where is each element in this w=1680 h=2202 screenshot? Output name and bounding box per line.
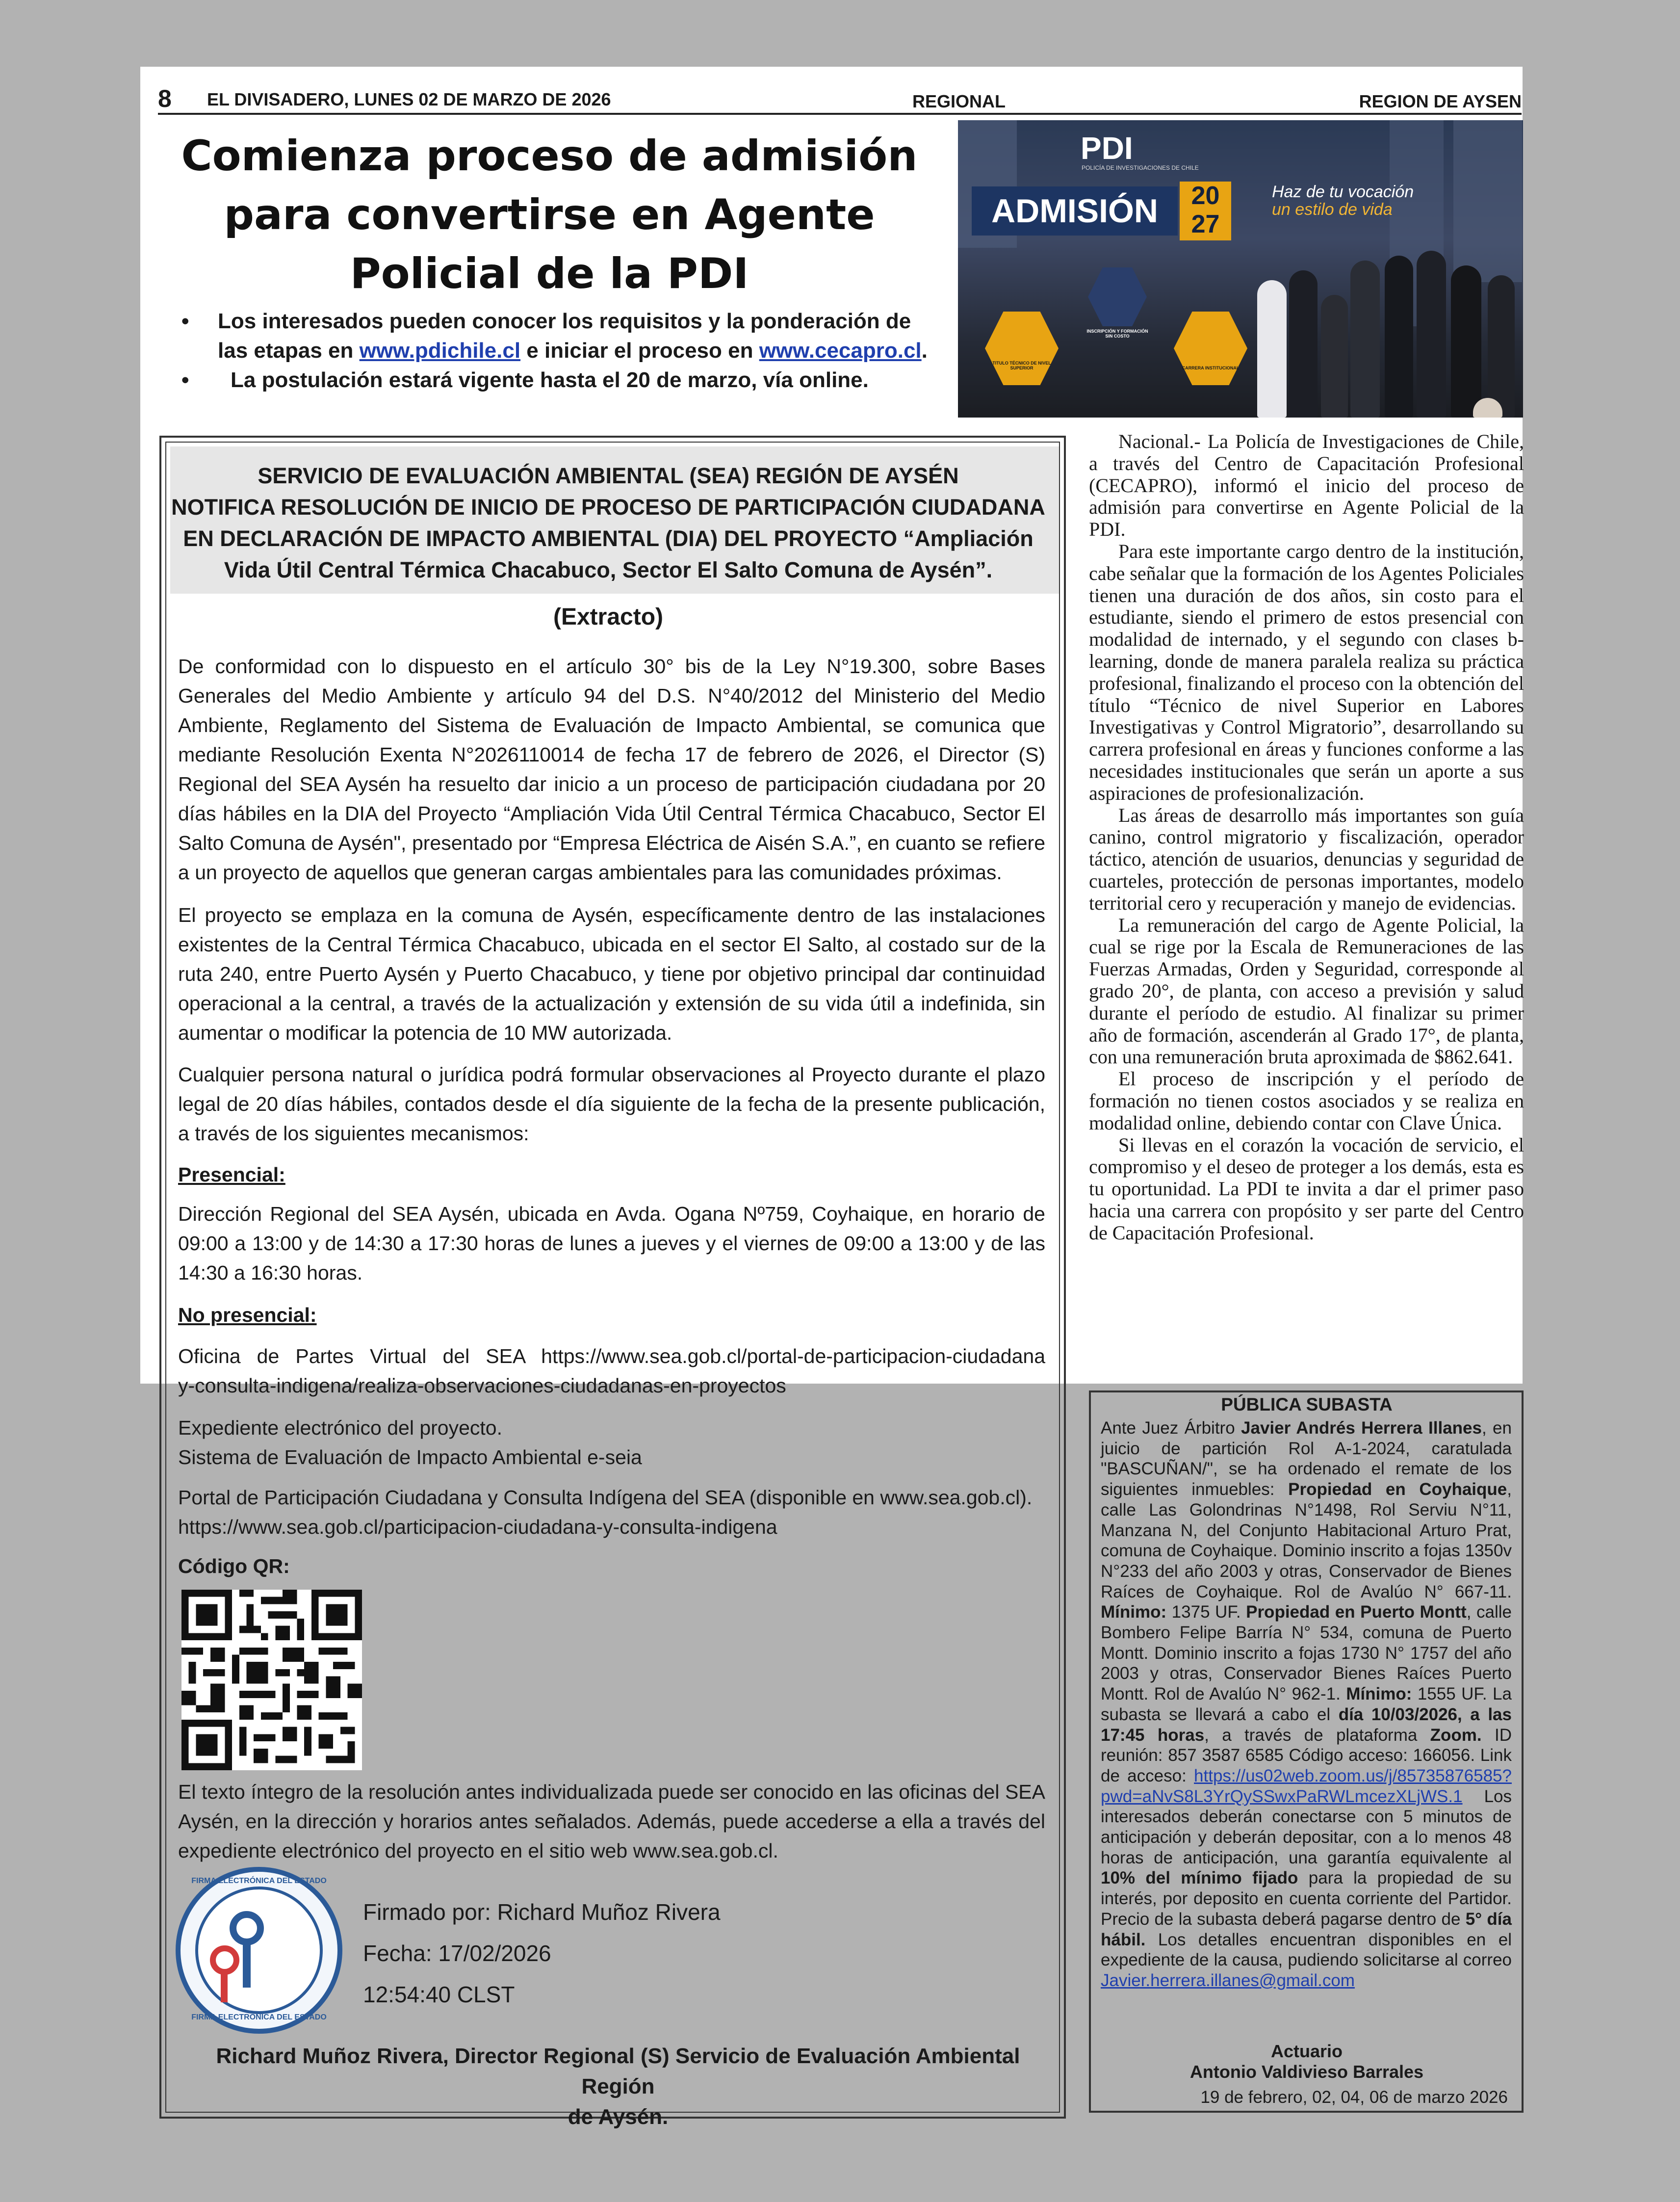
bullet-text: . (921, 339, 928, 363)
subasta-body: Ante Juez Árbitro Javier Andrés Herrera Illanes, en juicio de partición Rol A-1-2024, caratulada "BASCUÑAN/", se ha ordenado el remate de los siguientes inmuebles: Propiedad en Coyhaique, calle Las Golondrinas N°1498, Rol Serviu N°11, Manzana N, del Conjunto Habitacional Arturo Prat, comuna de Coyhaique. Dominio inscrito a fojas 1350v N°233 del año 2003 y otras, Conservador de Bienes Raíces de Coyhaique. Rol de Avalúo N° 667-11. Mínimo: 1375 UF. Propiedad en Puerto Montt, calle Bombero Felipe Barría N° 534, comuna de Puerto Montt. Dominio inscrito a fojas 1730 N° 1757 del año 2003 y otras, Conservador Bienes Raíces Puerto Montt. Rol de Avalúo N° 962-1. Mínimo: 1555 UF. La subasta se llevará a cabo el día 10/03/2026, a las 17:45 horas, a través de plataforma Zoom. ID reunión: 857 3587 6585 Código acceso: 166056. Link de acceso: https://us02web.zoom.us/j/85735876585?pwd=aNvS8L3YrQySSwxPaRWLmcezXLjWS.1 Los interesados deberán conectarse con 5 minutos de anticipación y deberán depositar, con a lo menos 48 horas de anticipación, una garantía equivalente al 10% del mínimo fijado para la propiedad de su interés, por deposito en cuenta corriente del Partidor. Precio de la subasta deberá pagarse dentro de 5° día hábil. Los detalles encuentran disponibles en el expediente de la causa, pudiendo solicitarse al correo Javier.herrera.illanes@gmail.com (1101, 1418, 1512, 1990)
qr-code[interactable] (181, 1590, 362, 1770)
np-expediente-line: Expediente electrónico del proyecto. (178, 1416, 502, 1439)
page-number: 8 (158, 85, 172, 112)
headline-line: Policial de la PDI (350, 249, 749, 298)
article-bullets (177, 307, 942, 395)
np-oficina-partes (178, 1341, 1045, 1400)
firma-electronica-seal (176, 1867, 342, 2034)
article-headline (162, 127, 937, 303)
no-presencial-label: No presencial: (178, 1304, 317, 1326)
article-paragraph: Las áreas de desarrollo más importantes son guía canino, control migratorio y fiscalización, operador táctico, atención de usuarios, denuncias y seguridad de cuarteles, protección de personas importantes, modelo territorial cero y recuperación y manejo de evidencias. (1089, 804, 1524, 914)
subasta-dates: 19 de febrero, 02, 04, 06 de marzo 2026 (1200, 2088, 1508, 2107)
presencial-text: Dirección Regional del SEA Aysén, ubicada en Avda. Ogana Nº759, Coyhaique, en horario de 09:00 a 13:00 y de 14:30 a 17:30 horas de lunes a jueves y el viernes de 09:00 a 13:00 y de las 14:30 a 16:30 horas. (178, 1203, 1045, 1284)
sea-title-line: EN DECLARACIÓN DE IMPACTO AMBIENTAL (DIA) DEL PROYECTO “Ampliación (183, 526, 1034, 551)
extracto-label: (Extracto) (553, 604, 664, 630)
seal-text: FIRMA ELECTRÓNICA DEL ESTADO (191, 1877, 327, 1885)
email-link[interactable]: Javier.herrera.illanes@gmail.com (1101, 1970, 1355, 1990)
pdi-admission-photo (958, 120, 1523, 418)
article-paragraph: El proceso de inscripción y el período de formación no tienen costos asociados y se realiza en modalidad online, debiendo contar con Clave Única. (1089, 1068, 1524, 1134)
officers-group (1252, 233, 1522, 418)
seal-text: FIRMA ELECTRÓNICA DEL ESTADO (191, 2013, 327, 2021)
sign-time: 12:54:40 CLST (363, 1982, 515, 2007)
zoom-link[interactable]: https://us02web.zoom.us/j/85735876585?pwd=aNvS8L3YrQySSwxPaRWLmcezXLjWS.1 (1101, 1766, 1512, 1806)
subasta-title: PÚBLICA SUBASTA (1221, 1394, 1393, 1415)
sea-final-paragraph: El texto íntegro de la resolución antes individualizada puede ser conocido en las oficinas del SEA Aysén, en la dirección y horarios antes señalados. Además, puede accederse a ella a través del expediente electrónico del proyecto en el sitio web www.sea.gob.cl. (178, 1781, 1045, 1862)
headline-line: para convertirse en Agente (224, 190, 875, 239)
pdi-logo: PDI (1081, 131, 1133, 166)
article-paragraph: La remuneración del cargo de Agente Policial, la cual se rige por la Escala de Remuneraciones de las Fuerzas Armadas, Orden y Seguridad, corresponde al grado 20°, de planta, con acceso a previsión y salud durante el período de estudio. Al finalizar su primer año de formación, ascenderán al Grado 17°, de planta, con una remuneración bruta aproximada de $862.641. (1089, 914, 1524, 1068)
badge-no-cost-label: INSCRIPCIÓN Y FORMACIÓN SIN COSTO (1086, 329, 1148, 339)
badge-technical-title-label: TITULO TÉCNICO DE NIVEL SUPERIOR (992, 361, 1051, 370)
headline-line: Comienza proceso de admisión (181, 131, 918, 181)
article-body (1089, 431, 1524, 1244)
np-oficina-line[interactable]: y-consulta-indigena/realiza-observaciones-ciudadanas-en-proyectos (178, 1374, 786, 1397)
np-expediente-line: Sistema de Evaluación de Impacto Ambiental e-seia (178, 1446, 642, 1468)
np-oficina-line[interactable]: Oficina de Partes Virtual del SEA https://www.sea.gob.cl/portal-de-participacion-ciudadana (178, 1345, 1045, 1367)
bullet-text: Los interesados pueden conocer los requisitos y la ponderación de las etapas en (218, 309, 911, 363)
presencial-label: Presencial: (178, 1163, 285, 1186)
subasta-actuario: Actuario Antonio Valdivieso Barrales (1189, 2041, 1424, 2082)
header-rule (158, 113, 1522, 115)
admision-banner: ADMISIÓN (972, 186, 1178, 236)
np-portal-line: Portal de Participación Ciudadana y Consulta Indígena del SEA (disponible en www.sea.gob.cl). (178, 1486, 1033, 1509)
paper-date: EL DIVISADERO, LUNES 02 DE MARZO DE 2026 (207, 89, 611, 109)
article-paragraph: Si llevas en el corazón la vocación de servicio, el compromiso y el deseo de proteger a los demás, esta es tu oportunidad. La PDI te invita a dar el primer paso hacia una carrera con propósito y ser parte del Centro de Capacitación Profesional. (1089, 1133, 1524, 1244)
region-label: REGION DE AYSEN (1359, 91, 1522, 111)
sea-notice-title (167, 460, 1050, 586)
bullet-item (177, 307, 942, 366)
section-label: REGIONAL (912, 91, 1006, 111)
badge-technical-title (985, 312, 1059, 385)
sea-title-line: NOTIFICA RESOLUCIÓN DE INICIO DE PROCESO DE PARTICIPACIÓN CIUDADANA (171, 495, 1045, 520)
director-signature-line: Richard Muñoz Rivera, Director Regional (S) Servicio de Evaluación Ambiental Región de Aysén. (216, 2044, 1020, 2129)
pdichile-link[interactable]: www.pdichile.cl (359, 339, 521, 363)
signed-by: Firmado por: Richard Muñoz Rivera (363, 1899, 721, 1925)
bullet-item (177, 366, 942, 395)
signature-block (363, 1891, 721, 2015)
np-portal (178, 1483, 1045, 1542)
badge-no-cost (1088, 267, 1147, 326)
sea-paragraph-2: El proyecto se emplaza en la comuna de Aysén, específicamente dentro de las instalaciones existentes de la Central Térmica Chacabuco, ubicada en el sector El Salto, al costado sur de la ruta 240, entre Puerto Aysén y Puerto Chacabuco, y tiene por objetivo principal dar continuidad operacional a la central, a través de la actualización y extensión de su vida útil a indefinida, sin aumentar o modificar la potencia de 10 MW autorizada. (178, 904, 1045, 1044)
np-expediente (178, 1413, 1045, 1472)
slogan: Haz de tu vocación un estilo de vida (1272, 183, 1414, 219)
sea-paragraph-3: Cualquier persona natural o jurídica podrá formular observaciones al Proyecto durante el plazo legal de 20 días hábiles, contados desde el día siguiente de la fecha de la presente publicación, a través de los siguientes mecanismos: (178, 1063, 1045, 1145)
sign-date: Fecha: 17/02/2026 (363, 1940, 551, 1966)
key-icon (230, 1911, 264, 1945)
pdi-logo-subtitle: POLICÍA DE INVESTIGACIONES DE CHILE (1082, 164, 1199, 171)
cecapro-link[interactable]: www.cecapro.cl (759, 339, 922, 363)
badge-career (1174, 312, 1247, 385)
article-paragraph: Para este importante cargo dentro de la institución, cabe señalar que la formación de los Agentes Policiales tienen una duración de dos años, sin costo para el estudiante, siendo el primero de estos presencial con modalidad de internado, y el segundo con clases b-learning, donde de manera paralela realiza su práctica profesional, finalizando el proceso con la obtención del título “Técnico de nivel Superior en Labores Investigativas y Control Migratorio”, desarrollando su carrera profesional en áreas y funciones conforme a las necesidades institucionales que serán un aporte a sus aspiraciones de profesionalización. (1089, 540, 1524, 804)
badge-career-label: CARRERA INSTITUCIONAL (1182, 366, 1240, 370)
np-portal-url[interactable]: https://www.sea.gob.cl/participacion-ciudadana-y-consulta-indigena (178, 1516, 777, 1538)
sea-title-line: Vida Útil Central Térmica Chacabuco, Sector El Salto Comuna de Aysén”. (224, 557, 993, 582)
sea-title-line: SERVICIO DE EVALUACIÓN AMBIENTAL (SEA) REGIÓN DE AYSÉN (258, 463, 959, 488)
page-header (158, 87, 1522, 113)
article-paragraph: Nacional.- La Policía de Investigaciones de Chile, a través del Centro de Capacitación Profesional (CECAPRO), informó el inicio del proceso de admisión para convertirse en Agente Policial de la PDI. (1089, 430, 1524, 541)
year-badge: 20 27 (1180, 182, 1231, 240)
bullet-text: La postulación estará vigente hasta el 20 de marzo, vía online. (231, 368, 869, 392)
qr-label: Código QR: (178, 1555, 290, 1577)
bullet-text: e iniciar el proceso en (520, 339, 759, 363)
sea-paragraph-1: De conformidad con lo dispuesto en el artículo 30° bis de la Ley N°19.300, sobre Bases Generales del Medio Ambiente y artículo 94 del D.S. N°40/2012 del Ministerio del Medio Ambiente, Reglamento del Sistema de Evaluación de Impacto Ambiental, se comunica que mediante Resolución Exenta N°2026110014 de fecha 17 de febrero de 2026, el Director (S) Regional del SEA Aysén ha resuelto dar inicio a un proceso de participación ciudadana por 20 días hábiles en la DIA del Proyecto “Ampliación Vida Útil Central Térmica Chacabuco, Sector El Salto Comuna de Aysén", presentado por “Empresa Eléctrica de Aisén S.A.”, en cuanto se refiere a un proyecto de aquellos que generan cargas ambientales para las comunidades próximas. (178, 655, 1045, 884)
